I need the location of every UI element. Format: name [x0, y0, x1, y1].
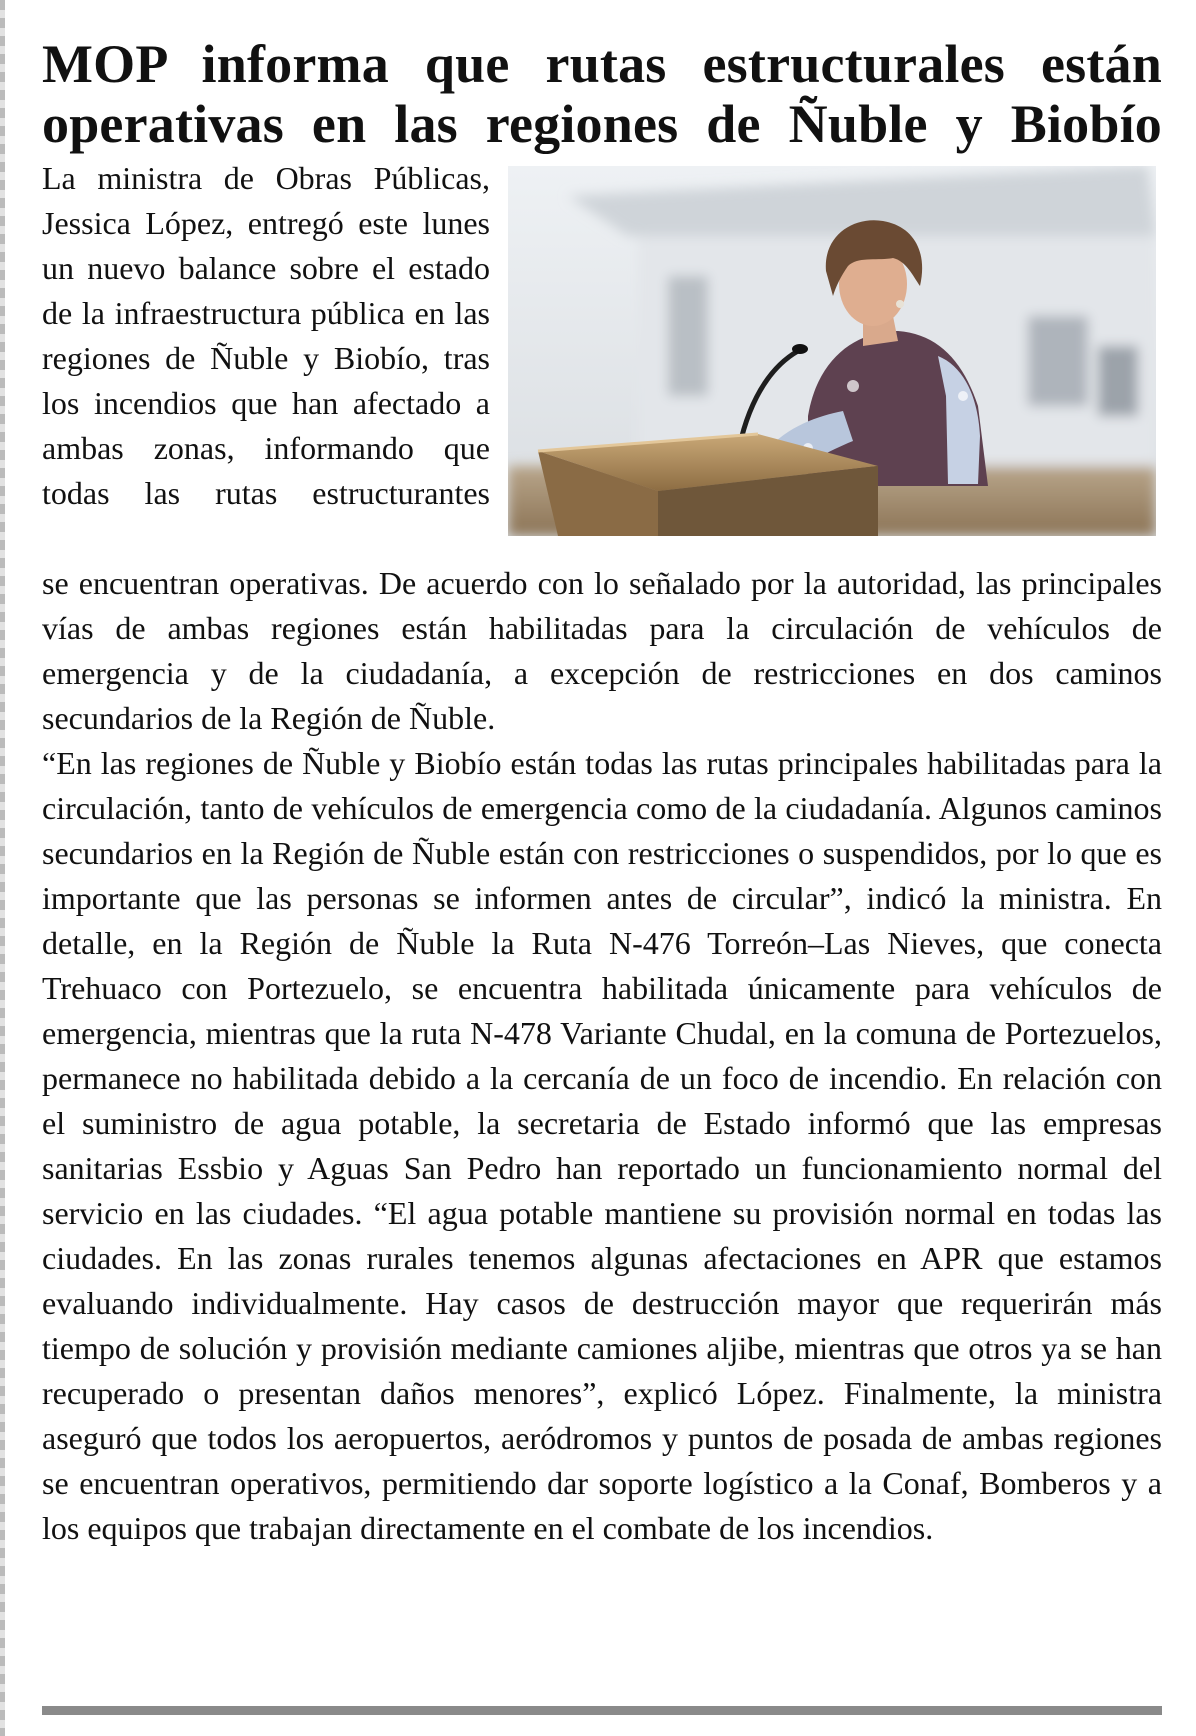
headline: MOP informa que rutas estructurales están operativas en las regiones de Ñuble y Biobío — [42, 34, 1162, 154]
article-body — [42, 561, 1162, 1551]
photo-illustration — [508, 166, 1156, 536]
page-edge — [0, 0, 5, 1736]
minister-photo — [508, 166, 1156, 536]
paragraph-1-continuation: se encuentran operativas. De acuerdo con lo señalado por la autoridad, las principales vías de ambas regiones están habilitadas para la circulación de vehículos de emergencia y de la ciudadanía, a excepción de restricciones en dos caminos secundarios de la Región de Ñuble. — [42, 565, 1162, 736]
paragraph-2: “En las regiones de Ñuble y Biobío están todas las rutas principales habilitadas para la circulación, tanto de vehículos de emergencia como de la ciudadanía. Algunos caminos secundarios en la Región de Ñuble están con restricciones o suspendidos, por lo que es importante que las personas se informen antes de circular”, indicó la ministra. En detalle, en la Región de Ñuble la Ruta N-476 Torreón–Las Nieves, que conecta Trehuaco con Portezuelo, se encuentra habilitada únicamente para vehículos de emergencia, mientras que la ruta N-478 Variante Chudal, en la comuna de Portezuelos, permanece no habilitada debido a la cercanía de un foco de incendio. En relación con el suministro de agua potable, la secretaria de Estado informó que las empresas sanitarias Essbio y Aguas San Pedro han reportado un funcionamiento normal del servicio en las ciudades. “El agua potable mantiene su provisión normal en todas las ciudades. En las zonas rurales tenemos algunas afectaciones en APR que estamos evaluando individualmente. Hay casos de destrucción mayor que requerirán más tiempo de solución y provisión mediante camiones aljibe, mientras que otros ya se han recuperado o presentan daños menores”, explicó López. Finalmente, la ministra aseguró que todos los aeropuertos, aeródromos y puntos de posada de ambas regiones se encuentran operativos, permitiendo dar soporte logístico a la Conaf, Bomberos y a los equipos que trabajan directamente en el combate de los incendios. — [42, 745, 1162, 1546]
intro-text: La ministra de Obras Públicas, Jessica López, entregó este lunes un nuevo balance sobre el estado de la infraestructura pública en las regiones de Ñuble y Biobío, tras los incendios que han afectado a ambas zonas, informando que todas las rutas estructurantes — [42, 160, 490, 511]
bottom-rule — [42, 1706, 1162, 1715]
intro-paragraph — [42, 156, 490, 516]
